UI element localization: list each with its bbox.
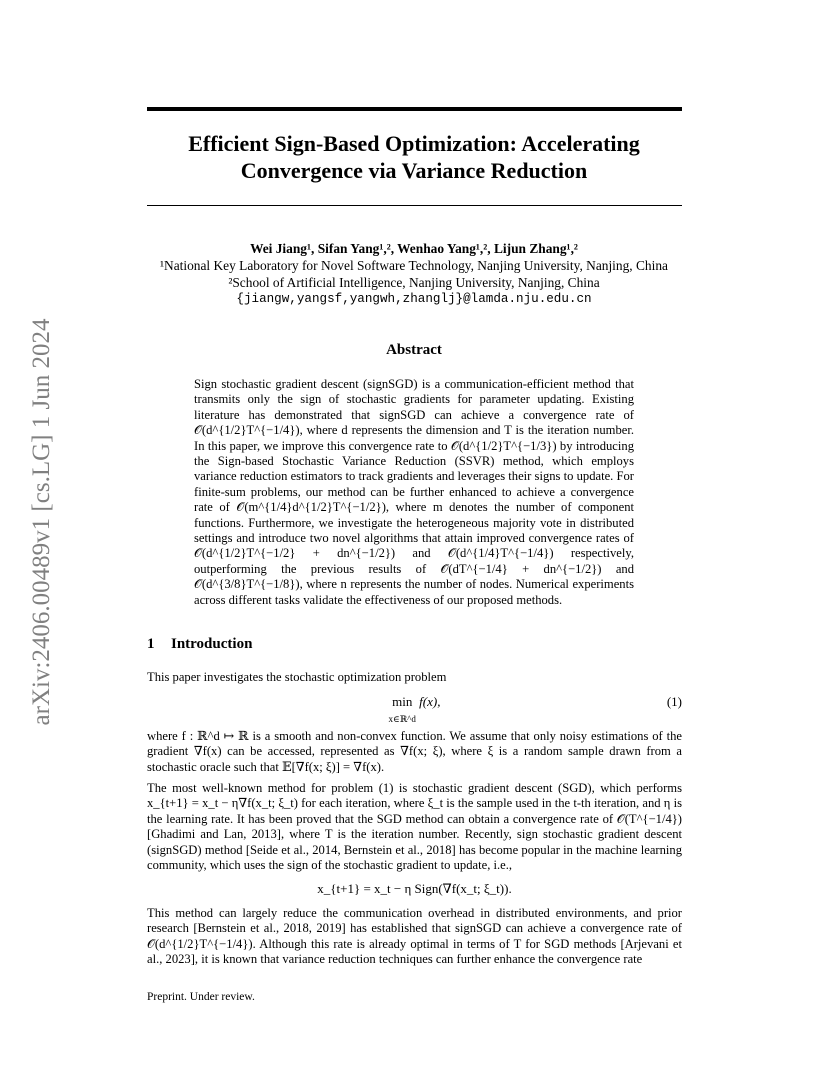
author-names: Wei Jiang¹, Sifan Yang¹,², Wenhao Yang¹,², Lijun Zhang¹,² bbox=[250, 241, 578, 256]
affiliation-2: ²School of Artificial Intelligence, Nanjing University, Nanjing, China bbox=[228, 275, 600, 290]
paragraph-3: The most well-known method for problem (1) is stochastic gradient descent (SGD), which performs x_{t+1} = x_t − η∇f(x_t; ξ_t) for each iteration, where ξ_t is the sample used in the t-th iteration, and η is the learning rate. It has been proved that the SGD method can obtain a convergence rate of 𝒪(T^{−1/4}) [Ghadimi and Lan, 2013], where T is the iteration number. Recently, sign stochastic gradient descent (signSGD) method [Seide et al., 2014, Bernstein et al., 2018] has become popular in the machine learning community, which uses the sign of the stochastic gradient to update, i.e., bbox=[147, 781, 682, 873]
paper-title: Efficient Sign-Based Optimization: Accelerating Convergence via Variance Reduction bbox=[188, 131, 640, 183]
arxiv-identifier: arXiv:2406.00489v1 [cs.LG] 1 Jun 2024 bbox=[28, 318, 55, 726]
equation-1-min: min bbox=[392, 694, 413, 709]
footer-note: Preprint. Under review. bbox=[147, 991, 255, 1003]
paragraph-1: This paper investigates the stochastic optimization problem bbox=[147, 670, 447, 684]
author-emails: {jiangw,yangsf,yangwh,zhanglj}@lamda.nju.edu.cn bbox=[236, 292, 592, 306]
section-heading bbox=[147, 636, 252, 653]
equation-1-subscript: x∈ℝ^d bbox=[388, 714, 416, 724]
equation-1-rhs: f(x), bbox=[419, 694, 441, 709]
equation-2-text: x_{t+1} = x_t − η Sign(∇f(x_t; ξ_t)). bbox=[317, 881, 512, 896]
section-title: Introduction bbox=[171, 636, 253, 652]
author-block bbox=[140, 240, 688, 308]
title-rule-bottom bbox=[147, 205, 682, 206]
title-rule-top bbox=[147, 107, 682, 111]
paragraph-4: This method can largely reduce the communication overhead in distributed environments, and prior research [Bernstein et al., 2018, 2019] has established that signSGD can achieve a convergence rate of 𝒪(d^{1/2}T^{−1/4}). Although this rate is already optimal in terms of T for SGD methods [Arjevani et al., 2023], it is known that variance reduction techniques can further enhance the convergence rate bbox=[147, 906, 682, 967]
section-number: 1 bbox=[147, 636, 155, 652]
paragraph-2: where f : ℝ^d ↦ ℝ is a smooth and non-convex function. We assume that only noisy estimations of the gradient ∇f(x) can be accessed, represented as ∇f(x; ξ), where ξ is a random sample drawn from a stochastic oracle such that 𝔼[∇f(x; ξ)] = ∇f(x). bbox=[147, 729, 682, 774]
equation-1 bbox=[147, 694, 682, 724]
abstract-heading: Abstract bbox=[386, 342, 442, 358]
affiliation-1: ¹National Key Laboratory for Novel Software Technology, Nanjing University, Nanjing, China bbox=[160, 258, 668, 273]
equation-1-tag: (1) bbox=[666, 694, 682, 709]
abstract-text: Sign stochastic gradient descent (signSGD) is a communication-efficient method that transmits only the sign of stochastic gradients for parameter updating. Existing literature has demonstrated that signSGD can achieve a convergence rate of 𝒪(d^{1/2}T^{−1/4}), where d represents the dimension and T is the iteration number. In this paper, we improve this convergence rate to 𝒪(d^{1/2}T^{−1/3}) by introducing the Sign-based Stochastic Variance Reduction (SSVR) method, which employs variance reduction estimators to track gradients and leverages their signs to update. For finite-sum problems, our method can be further enhanced to achieve a convergence rate of 𝒪(m^{1/4}d^{1/2}T^{−1/2}), where m denotes the number of component functions. Furthermore, we investigate the heterogeneous majority vote in distributed settings and introduce two novel algorithms that attain improved convergence rates of 𝒪(d^{1/2}T^{−1/2} + dn^{−1/2}) and 𝒪(d^{1/4}T^{−1/4}) respectively, outperforming the previous results of 𝒪(dT^{−1/4} + dn^{−1/2}) and 𝒪(d^{3/8}T^{−1/8}), where n represents the number of nodes. Numerical experiments across different tasks validate the effectiveness of our proposed methods. bbox=[194, 377, 634, 607]
